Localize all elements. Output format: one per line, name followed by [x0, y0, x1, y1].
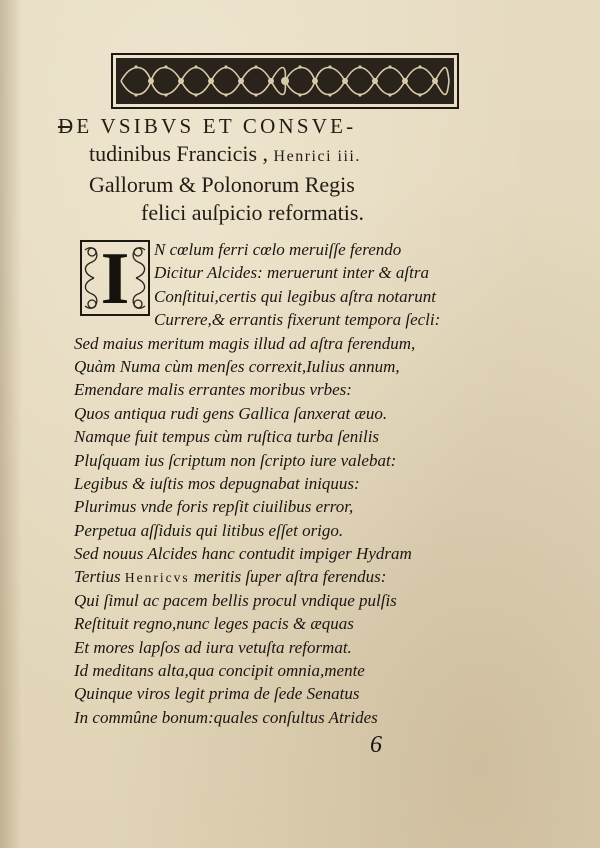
verse-line-henricus	[74, 565, 494, 588]
headpiece-ornament	[111, 53, 459, 109]
gutter-shadow	[0, 0, 22, 848]
title-line-2-text: tudinibus Francicis ,	[89, 141, 274, 166]
verse-line: Conſtitui,certis qui legibus aſtra notarunt	[154, 286, 436, 306]
title-line-1: DE VSIBVS ET CONSVE-	[58, 114, 357, 138]
verse-line: Dicitur Alcides: meruerunt inter & aſtra	[154, 263, 429, 283]
verse-line: Perpetua aſſiduis qui litibus eſſet origo.	[74, 520, 344, 540]
verse-text: meritis ſuper aſtra ferendus:	[189, 567, 387, 587]
verse-line: Sed maius meritum magis illud ad aſtra ferendum,	[74, 333, 416, 353]
verse-line: Emendare malis errantes moribus vrbes:	[74, 380, 352, 400]
verse-text: Tertius	[74, 567, 125, 587]
verse-line: Namque fuit tempus cùm ruſtica turba ſenilis	[74, 427, 380, 447]
verse-line: Plurimus vnde foris repſit ciuilibus error,	[74, 497, 354, 517]
verse-line: Et mores lapſos ad iura vetuſta reformat.	[74, 637, 352, 657]
verse-line: Quinque viros legit prima de ſede Senatus	[74, 684, 360, 704]
verse-line: Id meditans alta,qua concipit omnia,mente	[74, 661, 365, 681]
verse-line: Quos antiqua rudi gens Gallica ſanxerat æuo.	[74, 403, 388, 423]
verse-line: In commûne bonum:quales conſultus Atrides	[74, 707, 378, 727]
title-line-4: felici auſpicio reformatis.	[141, 200, 364, 225]
verse-line: Currere,& errantis fixerunt tempora ſecli:	[154, 310, 441, 330]
title-line-3: Gallorum & Polonorum Regis	[89, 172, 355, 197]
verse-line: Quàm Numa cùm menſes correxit,Iulius annum,	[74, 356, 400, 376]
ornamental-headpiece	[111, 53, 459, 109]
page-number: 6	[370, 732, 382, 758]
title-king-name: Henrici iii.	[273, 148, 361, 165]
verse-line: Reſtituit regno,nunc leges pacis & æquas	[74, 614, 354, 634]
verse-line: Pluſquam ius ſcriptum non ſcripto iure valebat:	[74, 450, 397, 470]
page-title	[58, 112, 478, 227]
verse-line: Legibus & iuſtis mos depugnabat iniquus:	[74, 473, 360, 493]
verse-line: Sed nouus Alcides hanc contudit impiger Hydram	[74, 544, 412, 564]
king-name-caps: Henricvs	[124, 570, 190, 586]
verse-line: Qui ſimul ac pacem bellis procul vndique pulſis	[74, 590, 397, 610]
verse-block	[74, 238, 494, 729]
title-line-2	[58, 140, 478, 171]
initial-letter: I	[100, 238, 130, 320]
verse-line: N cœlum ferri cœlo meruiſſe ferendo	[154, 240, 402, 259]
